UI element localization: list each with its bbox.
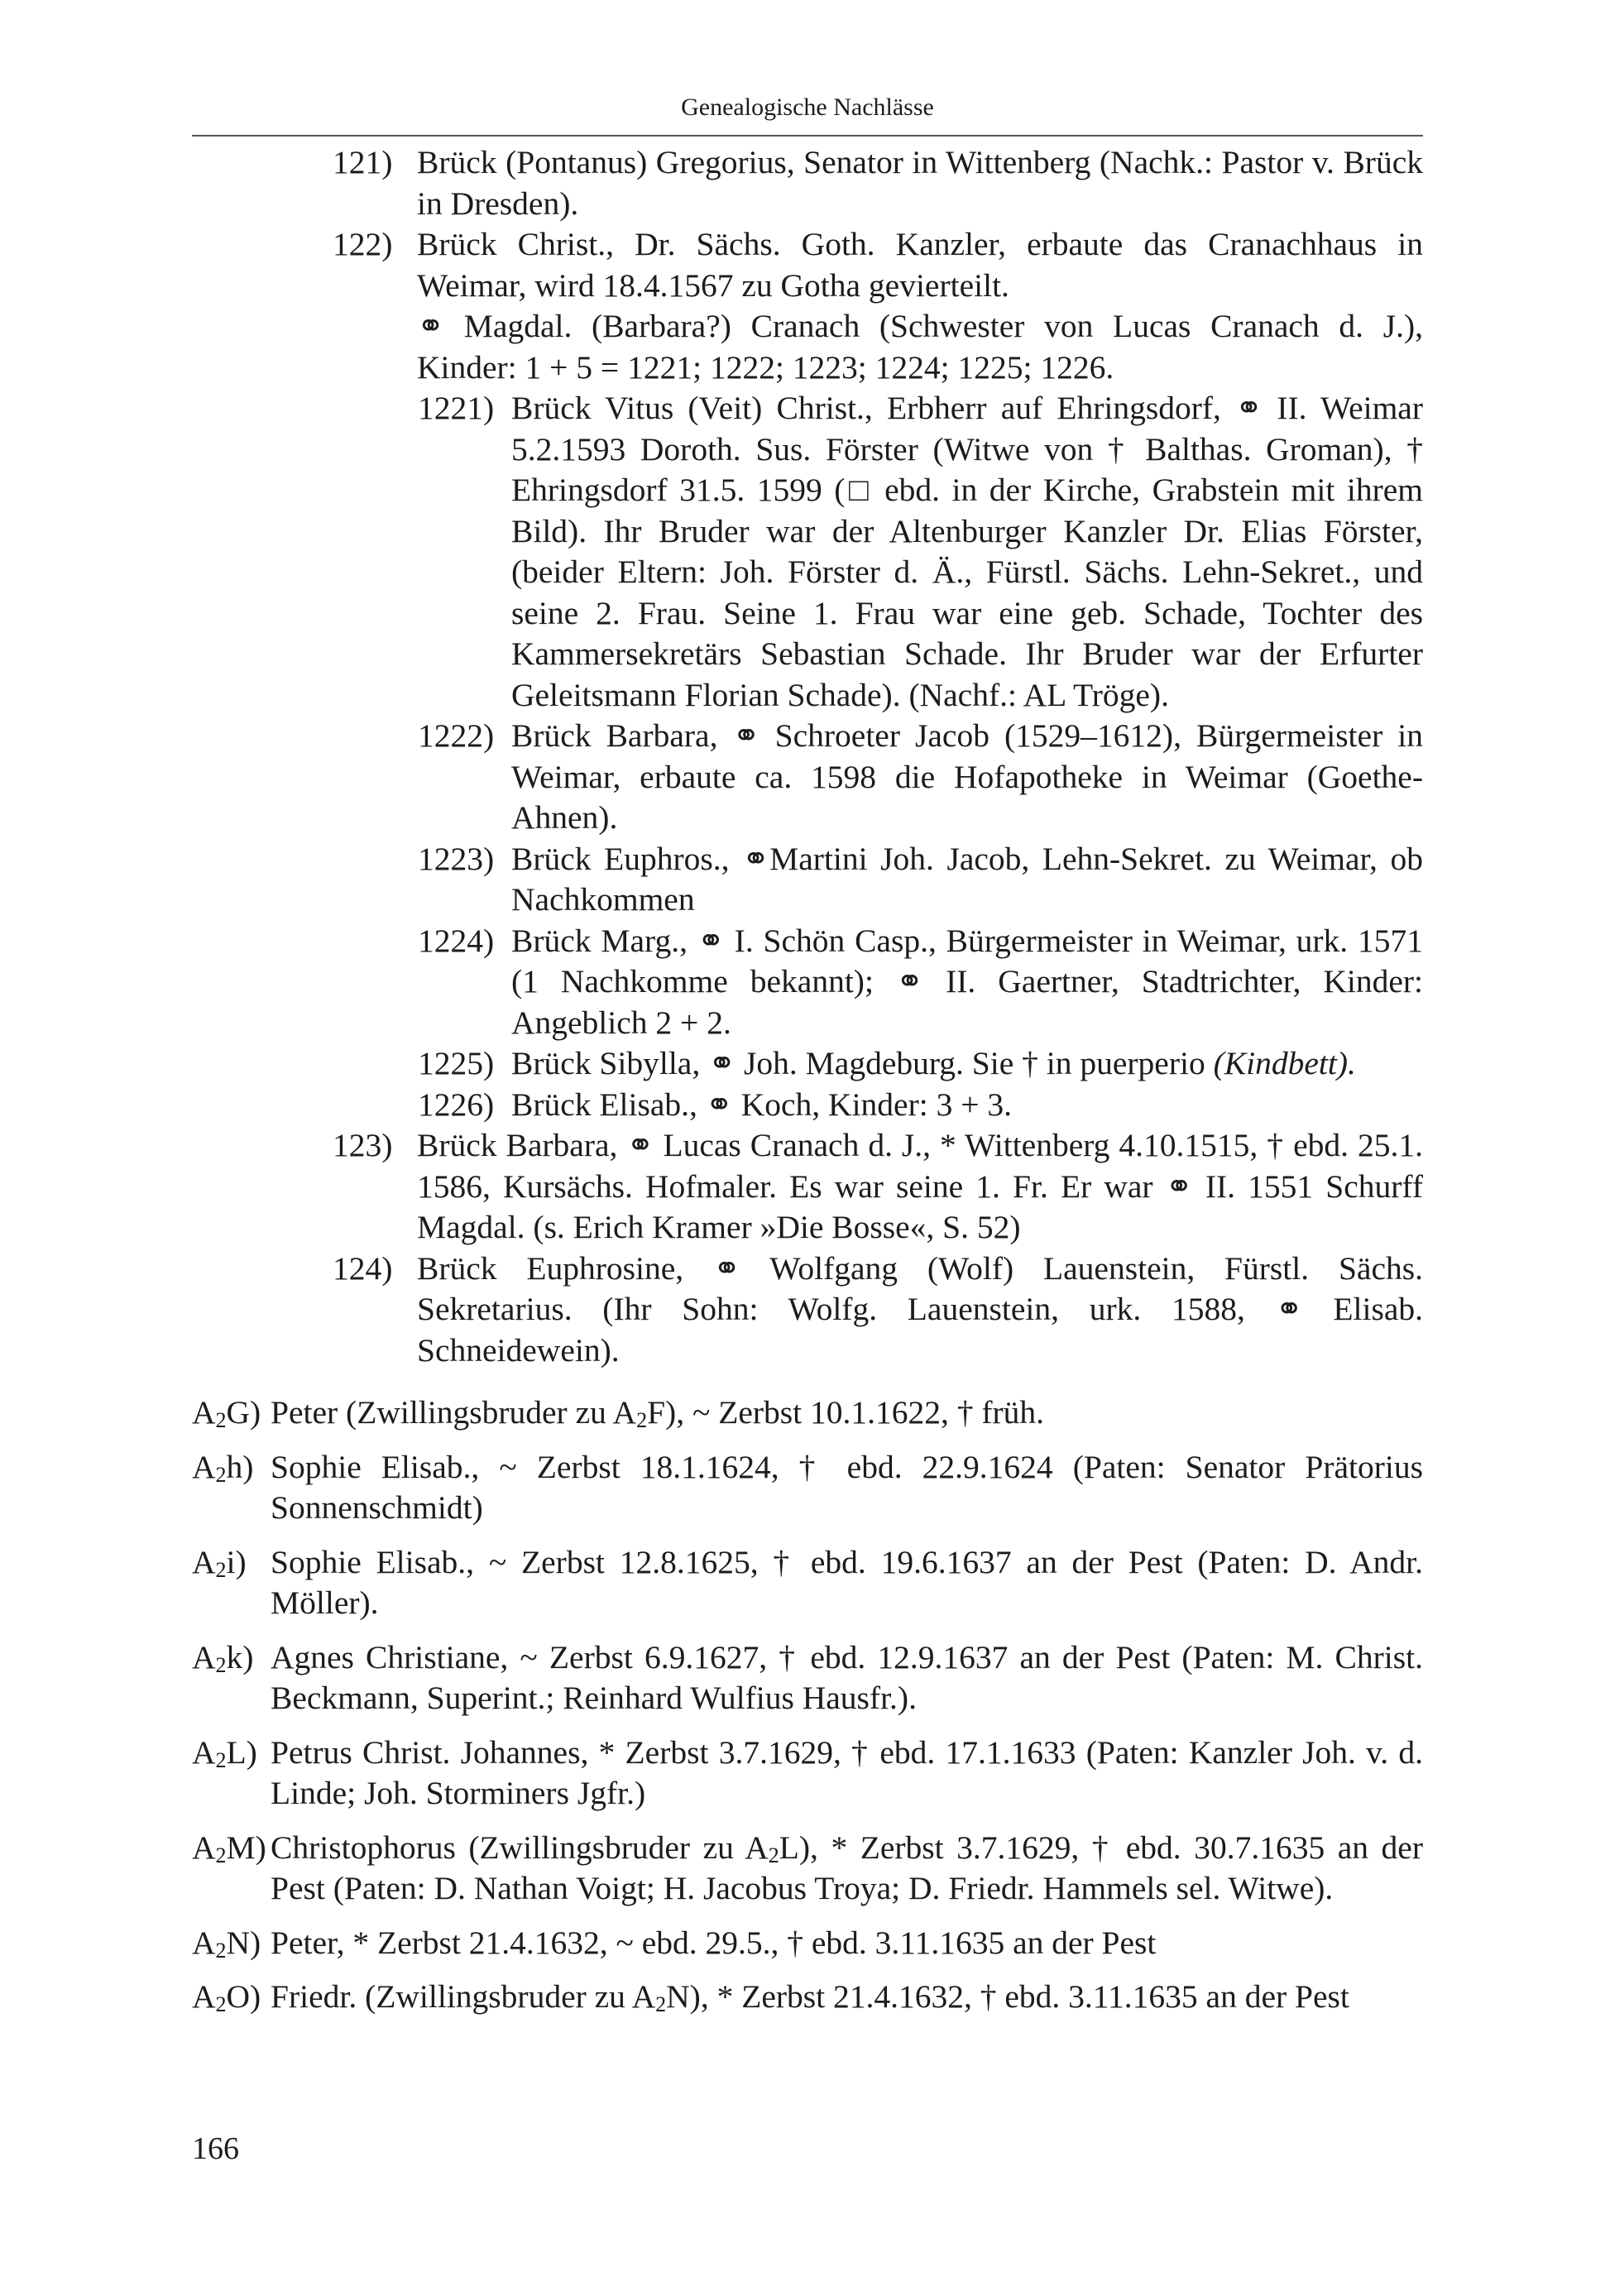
entry-text: Brück Christ., Dr. Sächs. Goth. Kanzler, erbaute das Cranachhaus in Weimar, wird 18.4.1567 zu Gotha gevierteilt. <box>417 226 1423 304</box>
entry-number: 121) <box>333 144 393 180</box>
entry-text: Friedr. (Zwillingsbruder zu $A_2N$), * Zerbst 21.4.1632, † ebd. 3.11.1635 an der Pest <box>271 1978 1349 2016</box>
entry-text: Sophie Elisab., ~ Zerbst 12.8.1625, † ebd. 19.6.1637 an der Pest (Paten: D. Andr. Möller). <box>271 1543 1423 1621</box>
entry-number: 122) <box>333 226 393 262</box>
entry-text: Brück Sibylla, ⚭ Joh. Magdeburg. Sie † in puerperio <box>511 1045 1205 1081</box>
entry-number: 1224) <box>418 922 495 959</box>
entry-text: Brück Barbara, ⚭ Schroeter Jacob (1529–1612), Bürgermeister in Weimar, erbaute ca. 1598 die Hofapotheke in Weimar (Goethe-Ahnen). <box>511 717 1423 836</box>
entry-number: 1222) <box>418 717 495 754</box>
running-header: Genealogische Nachlässe <box>681 93 934 121</box>
entry-number: 1223) <box>418 840 495 877</box>
entry-text: Brück Marg., ⚭ I. Schön Casp., Bürgermeister in Weimar, urk. 1571 (1 Nachkomme bekannt); ⚭ II. Gaertner, Stadtrichter, Kinder: Angeblich 2 + 2. <box>511 922 1423 1041</box>
entry-a2k <box>192 1637 1423 1719</box>
entry-text: Sophie Elisab., ~ Zerbst 18.1.1624, † ebd. 22.9.1624 (Paten: Senator Prätorius Sonnenschmidt) <box>271 1448 1423 1526</box>
entry-123 <box>192 1125 1423 1249</box>
entry-text: Peter (Zwillingsbruder zu $A_2F$), ~ Zerbst 10.1.1622, † früh. <box>271 1394 1045 1432</box>
entry-1223 <box>192 839 1423 921</box>
entry-label: $A_2M$) <box>192 1829 266 1867</box>
entry-text: Peter, * Zerbst 21.4.1632, ~ ebd. 29.5., † ebd. 3.11.1635 an der Pest <box>271 1924 1157 1961</box>
entry-121 <box>192 142 1423 224</box>
entry-a2o <box>192 1977 1423 2018</box>
entry-text: Brück Euphrosine, ⚭ Wolfgang (Wolf) Lauenstein, Fürstl. Sächs. Sekretarius. (Ihr Sohn: Wolfg. Lauenstein, urk. 1588, ⚭ Elisab. Schneidewein). <box>417 1249 1423 1368</box>
entry-text: Brück Elisab., ⚭ Koch, Kinder: 3 + 3. <box>511 1086 1012 1123</box>
entry-text: Petrus Christ. Johannes, * Zerbst 3.7.1629, † ebd. 17.1.1633 (Paten: Kanzler Joh. v. d. Linde; Joh. Storminers Jgfr.) <box>271 1733 1423 1811</box>
entry-number: 124) <box>333 1249 393 1287</box>
entry-number: 123) <box>333 1127 393 1163</box>
entry-a2h <box>192 1447 1423 1529</box>
page-body <box>192 142 1423 2018</box>
entry-label: $A_2L$) <box>192 1733 257 1772</box>
entry-122-marriage: ⚭ Magdal. (Barbara?) Cranach (Schwester von Lucas Cranach d. J.), Kinder: 1 + 5 = 1221; 1222; 1223; 1224; 1225; 1226. <box>417 308 1423 386</box>
page-number: 166 <box>192 2131 239 2166</box>
entry-label: $A_2i$) <box>192 1543 247 1582</box>
entry-1221 <box>192 388 1423 716</box>
entry-1226 <box>192 1085 1423 1126</box>
header-rule <box>192 135 1423 137</box>
entry-label: $A_2O$) <box>192 1978 261 2016</box>
entry-label: $A_2N$) <box>192 1924 261 1963</box>
entry-text: Agnes Christiane, ~ Zerbst 6.9.1627, † ebd. 12.9.1637 an der Pest (Paten: M. Christ. Beckmann, Superint.; Reinhard Wulfius Hausfr.). <box>271 1638 1423 1716</box>
entry-1224 <box>192 921 1423 1044</box>
entry-1225 <box>192 1043 1423 1085</box>
entry-text: Brück (Pontanus) Gregorius, Senator in Wittenberg (Nachk.: Pastor v. Brück in Dresden). <box>417 144 1423 222</box>
entry-text: Christophorus (Zwillingsbruder zu $A_2L$), * Zerbst 3.7.1629, † ebd. 30.7.1635 an der Pest (Paten: D. Nathan Voigt; H. Jacobus Troya; D. Friedr. Hammels sel. Witwe). <box>271 1829 1423 1906</box>
entry-a2m <box>192 1828 1423 1910</box>
entry-label: $A_2k$) <box>192 1638 254 1677</box>
entry-124 <box>192 1249 1423 1372</box>
entry-a2n <box>192 1923 1423 1964</box>
entry-label: $A_2G$) <box>192 1394 261 1432</box>
entry-122 <box>192 224 1423 306</box>
entry-a2g <box>192 1392 1423 1434</box>
entry-text: Brück Barbara, ⚭ Lucas Cranach d. J., * Wittenberg 4.10.1515, † ebd. 25.1. 1586, Kursächs. Hofmaler. Es war seine 1. Fr. Er war ⚭ II. 1551 Schurff Magdal. (s. Erich Kramer »Die Bosse«, S. 52) <box>417 1127 1423 1245</box>
entry-label: $A_2h$) <box>192 1448 254 1487</box>
entry-number: 1225) <box>418 1045 495 1081</box>
entry-number: 1221) <box>418 390 495 426</box>
entry-text: Brück Euphros., ⚭Martini Joh. Jacob, Lehn-Sekret. zu Weimar, ob Nachkommen <box>511 840 1423 918</box>
entry-italic-note: (Kindbett). <box>1213 1045 1356 1081</box>
entry-1222 <box>192 716 1423 839</box>
entry-a2l <box>192 1733 1423 1814</box>
entry-text: Brück Vitus (Veit) Christ., Erbherr auf Ehringsdorf, ⚭ II. Weimar 5.2.1593 Doroth. Sus. Förster (Witwe von † Balthas. Groman), † Ehringsdorf 31.5. 1599 (□ ebd. in der Kirche, Grabstein mit ihrem Bild). Ihr Bruder war der Altenburger Kanzler Dr. Elias Förster, (beider Eltern: Joh. Förster d. Ä., Fürstl. Sächs. Lehn-Sekret., und seine 2. Frau. Seine 1. Frau war eine geb. Schade, Tochter des Kammersekretärs Sebastian Schade. Ihr Bruder war der Erfurter Geleitsmann Florian Schade). (Nachf.: AL Tröge). <box>511 390 1423 713</box>
entry-a2i <box>192 1542 1423 1624</box>
entry-number: 1226) <box>418 1086 495 1123</box>
